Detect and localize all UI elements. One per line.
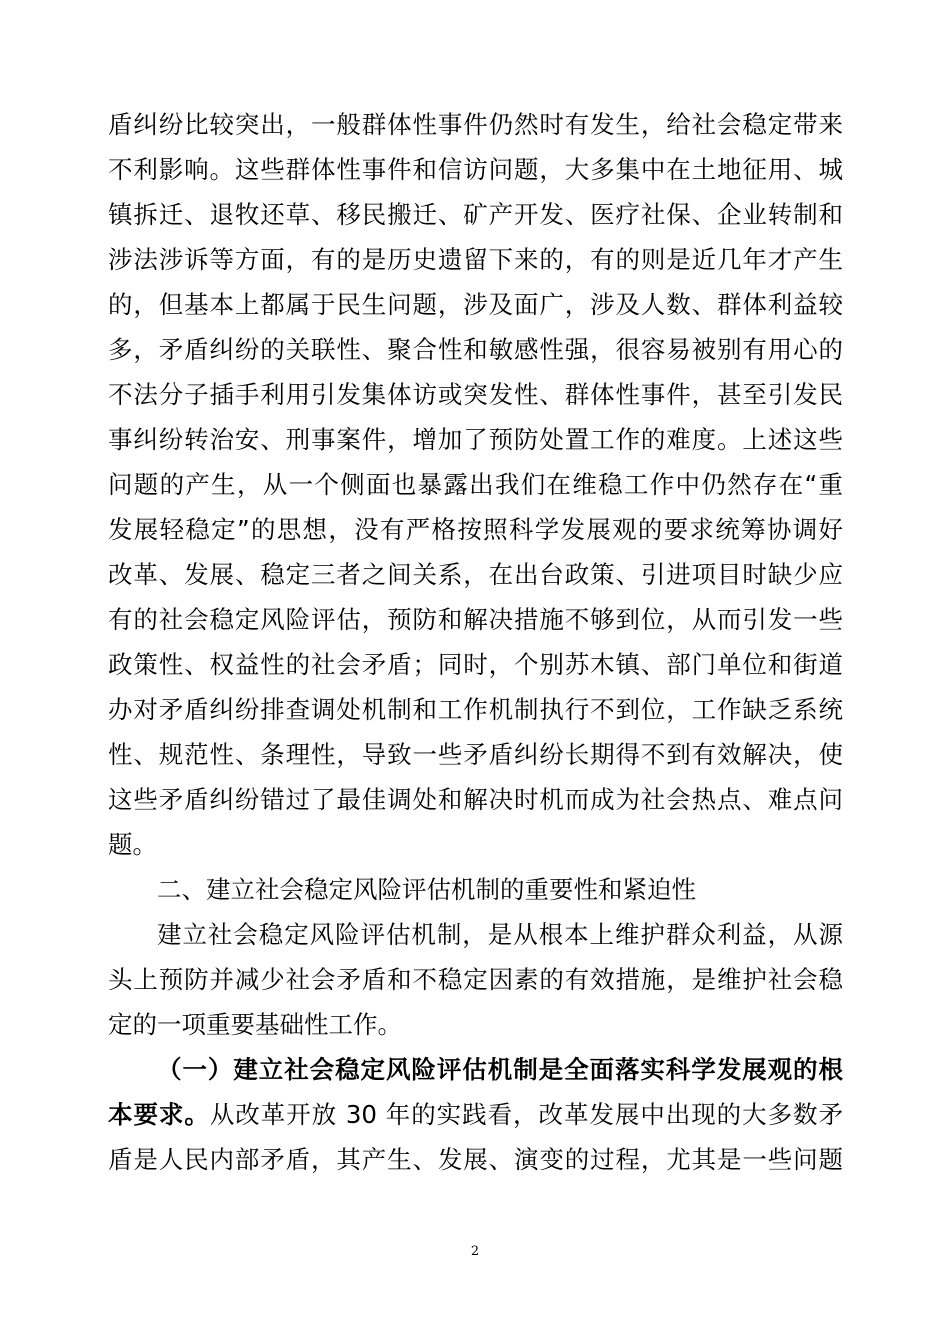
body-line: 政策性、权益性的社会矛盾；同时，个别苏木镇、部门单位和街道 — [108, 650, 843, 679]
body-line: 发展轻稳定”的思想，没有严格按照科学发展观的要求统筹协调好 — [108, 515, 843, 544]
body-line: 改革、发展、稳定三者之间关系，在出台政策、引进项目时缺少应 — [108, 560, 843, 589]
body-line: 镇拆迁、退牧还草、移民搬迁、矿产开发、医疗社保、企业转制和 — [108, 200, 843, 229]
body-line: 问题的产生，从一个侧面也暴露出我们在维稳工作中仍然存在“重 — [108, 470, 843, 499]
body-line: 性、规范性、条理性，导致一些矛盾纠纷长期得不到有效解决，使 — [108, 740, 843, 769]
body-line: 事纠纷转治安、刑事案件，增加了预防处置工作的难度。上述这些 — [108, 425, 843, 454]
page-number: 2 — [470, 1244, 480, 1259]
body-line: 涉法涉诉等方面，有的是历史遗留下来的，有的则是近几年才产生 — [108, 245, 843, 274]
body-line: 盾是人民内部矛盾，其产生、发展、演变的过程，尤其是一些问题 — [108, 1145, 843, 1174]
body-line: 多，矛盾纠纷的关联性、聚合性和敏感性强，很容易被别有用心的 — [108, 335, 843, 364]
body-line — [108, 1093, 843, 1137]
subsection-heading: （一）建立社会稳定风险评估机制是全面落实科学发展观的根 — [157, 1055, 843, 1084]
section-heading: 二、建立社会稳定风险评估机制的重要性和紧迫性 — [157, 875, 696, 904]
body-text: 从改革开放 30 年的实践看，改革发展中出现的大多数矛 — [209, 1100, 844, 1129]
subsection-heading-end: 本要求。 — [108, 1100, 210, 1129]
body-line: 的，但基本上都属于民生问题，涉及面广，涉及人数、群体利益较 — [108, 290, 843, 319]
body-line: 定的一项重要基础性工作。 — [108, 1010, 402, 1039]
body-line: 办对矛盾纠纷排查调处机制和工作机制执行不到位，工作缺乏系统 — [108, 695, 843, 724]
body-line: 题。 — [108, 830, 157, 859]
body-line: 头上预防并减少社会矛盾和不稳定因素的有效措施，是维护社会稳 — [108, 965, 843, 994]
body-line: 不法分子插手利用引发集体访或突发性、群体性事件，甚至引发民 — [108, 380, 843, 409]
body-line: 盾纠纷比较突出，一般群体性事件仍然时有发生，给社会稳定带来 — [108, 110, 843, 139]
body-line: 这些矛盾纠纷错过了最佳调处和解决时机而成为社会热点、难点问 — [108, 785, 843, 814]
body-line: 不利影响。这些群体性事件和信访问题，大多集中在土地征用、城 — [108, 155, 843, 184]
body-line: 建立社会稳定风险评估机制，是从根本上维护群众利益，从源 — [157, 920, 843, 949]
body-line: 有的社会稳定风险评估，预防和解决措施不够到位，从而引发一些 — [108, 605, 843, 634]
